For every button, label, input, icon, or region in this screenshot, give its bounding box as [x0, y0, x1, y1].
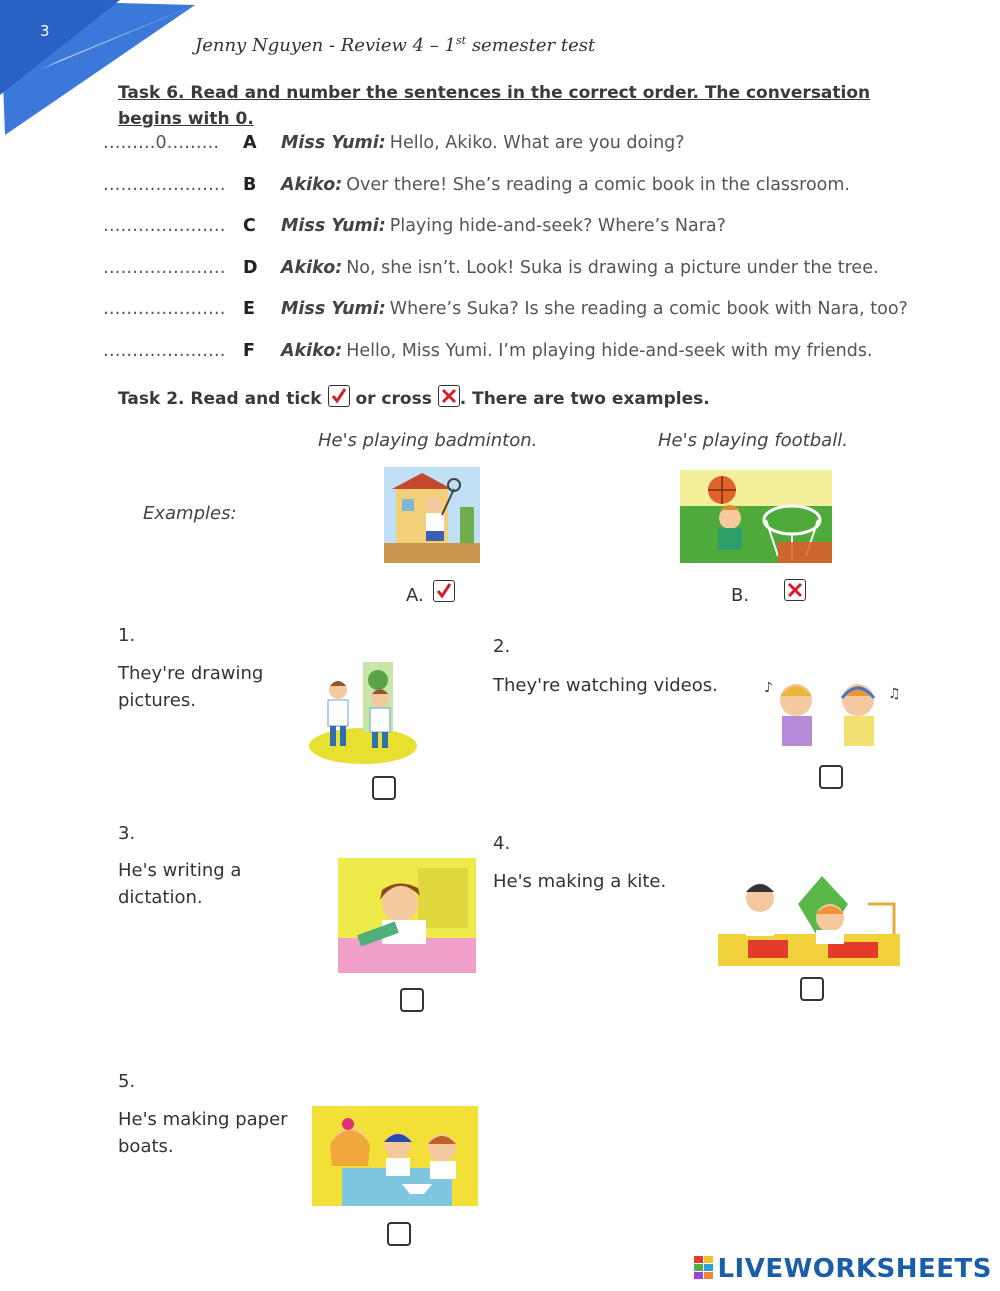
- task2-title: Task 2. Read and tick or cross . There are two examples.: [118, 385, 710, 409]
- answer-checkbox[interactable]: [819, 765, 843, 789]
- order-blank[interactable]: …………………: [103, 258, 226, 278]
- order-blank[interactable]: …………………: [103, 299, 226, 319]
- order-blank[interactable]: …………………: [103, 175, 226, 195]
- order-blank[interactable]: …………………: [103, 216, 226, 236]
- badminton-picture: [384, 467, 480, 563]
- example-b-label: B.: [731, 585, 750, 606]
- order-row: ………0……… A Miss Yumi: Hello, Akiko. What are you doing?: [103, 133, 685, 153]
- example-b-caption: He's playing football.: [658, 430, 848, 451]
- answer-checkbox[interactable]: [372, 776, 396, 800]
- football-picture: [680, 470, 832, 563]
- liveworksheets-logo: LIVEWORKSHEETS: [694, 1254, 992, 1284]
- answer-checkbox[interactable]: [387, 1222, 411, 1246]
- order-blank[interactable]: ………0………: [103, 133, 220, 153]
- answer-checkbox[interactable]: [800, 977, 824, 1001]
- cross-icon: [438, 385, 460, 407]
- item-number: 5.: [118, 1071, 136, 1092]
- paper-boats-picture: [312, 1106, 478, 1206]
- item-text: He's making paper boats.: [118, 1109, 288, 1157]
- writing-dictation-picture: [338, 858, 476, 973]
- page-header: Jenny Nguyen - Review 4 – 1st semester test: [195, 34, 596, 56]
- example-a-label: A.: [406, 585, 424, 606]
- item-number: 4.: [493, 833, 511, 854]
- item-text: They're drawing pictures.: [118, 663, 264, 711]
- order-row: ………………… E Miss Yumi: Where’s Suka? Is she reading a comic book with Nara, too?: [103, 299, 908, 319]
- svg-text:♫: ♫: [888, 686, 901, 702]
- order-row: ………………… B Akiko: Over there! She’s reading a comic book in the classroom.: [103, 175, 850, 195]
- logo-icon: [694, 1256, 714, 1280]
- order-row: ………………… F Akiko: Hello, Miss Yumi. I’m playing hide-and-seek with my friends.: [103, 341, 873, 361]
- cross-icon: [784, 579, 806, 601]
- example-a-caption: He's playing badminton.: [318, 430, 538, 451]
- drawing-pictures-picture: [308, 658, 418, 766]
- tick-icon: [433, 580, 455, 602]
- item-number: 1.: [118, 625, 136, 646]
- examples-label: Examples:: [143, 503, 237, 524]
- page-number: 3: [40, 22, 50, 40]
- item-text: He's making a kite.: [493, 871, 667, 892]
- order-row: ………………… D Akiko: No, she isn’t. Look! Suka is drawing a picture under the tree.: [103, 258, 879, 278]
- item-text: He's writing a dictation.: [118, 860, 242, 908]
- order-blank[interactable]: …………………: [103, 341, 226, 361]
- svg-text:♪: ♪: [764, 680, 773, 696]
- answer-checkbox[interactable]: [400, 988, 424, 1012]
- order-row: ………………… C Miss Yumi: Playing hide-and-seek? Where’s Nara?: [103, 216, 726, 236]
- item-number: 3.: [118, 823, 136, 844]
- making-kite-picture: [718, 874, 900, 966]
- tick-icon: [328, 385, 350, 407]
- item-number: 2.: [493, 636, 511, 657]
- item-text: They're watching videos.: [493, 675, 718, 696]
- task6-title: Task 6. Read and number the sentences in the correct order. The conversation begins with 0.: [118, 83, 871, 129]
- watching-videos-picture: [758, 672, 902, 747]
